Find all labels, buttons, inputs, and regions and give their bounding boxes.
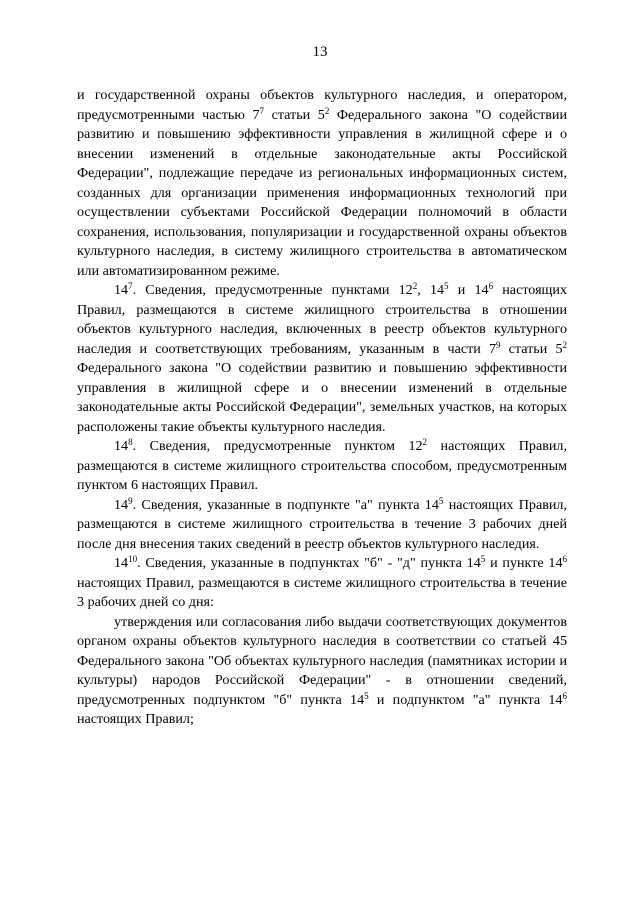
superscript: 5 [364, 690, 369, 701]
superscript: 6 [562, 554, 567, 564]
superscript: 9 [496, 339, 501, 350]
text-run: . Сведения, указанные в подпунктах "б" - "д" пункта 14 [137, 555, 481, 571]
text-run: 14 [114, 438, 129, 454]
text-run: настоящих Правил; [77, 711, 194, 727]
superscript: 8 [128, 437, 133, 447]
text-run: статьи 5 [500, 340, 563, 357]
text-run: 14 [114, 496, 129, 513]
text-run: и 14 [448, 282, 489, 298]
text-run: Федерального закона "О содействии развитию и повышению эффективности управления в жилищной сфере и о внесении изменений в отдельные законодательные акты Российской Федерации", подлежащие передаче из региональных информационных систем, созданных для организации применения информационных технологий при осуществлении субъектами Российской Федерации полномочий в области сохранения, использования, популяризации и государственной охраны объектов культурного наследия, в систему жилищного строительства в автоматическом или автоматизированном режиме. [77, 106, 567, 279]
text-run: . Сведения, указанные в подпункте "а" пункта 14 [132, 496, 439, 513]
text-run: настоящих Правил, размещаются в системе жилищного строительства в отношении объектов культурного наследия, включенных в реестр объектов культурного наследия и соответствующих требованиям, указанным в части 7 [77, 282, 567, 357]
paragraph [77, 437, 567, 496]
superscript: 9 [128, 495, 133, 506]
text-run: . Сведения, предусмотренные пунктами 12 [132, 282, 413, 298]
text-run: настоящих Правил, размещаются в системе жилищного строительства в течение 3 рабочих дней со дня: [77, 574, 567, 610]
text-run: , 14 [417, 282, 445, 298]
superscript: 10 [128, 554, 138, 564]
superscript: 2 [412, 281, 418, 291]
paragraph [77, 613, 567, 730]
superscript: 7 [259, 105, 264, 116]
text-run: настоящих Правил, размещаются в системе жилищного строительства способом, предусмотренным пунктом 6 настоящих Правил. [77, 438, 567, 493]
text-run: Федерального закона "О содействии развитию и повышению эффективности управления в жилищной сфере и о внесении изменений в отдельные законодательные акты Российской Федерации", земельных участков, на которых расположены такие объекты культурного наследия. [77, 360, 567, 435]
page-number: 13 [312, 44, 328, 60]
superscript: 6 [562, 690, 567, 701]
text-run: настоящих Правил, размещаются в системе жилищного строительства в течение 3 рабочих дней после дня внесения таких сведений в реестр объектов культурного наследия. [77, 496, 567, 552]
paragraph [77, 554, 567, 613]
superscript: 2 [422, 437, 428, 447]
superscript: 7 [128, 281, 133, 291]
text-run: и пункте 14 [485, 555, 563, 571]
text-run: утверждения или согласования либо выдачи соответствующих документов органом охраны объектов культурного наследия в соответствии со статьей 45 Федерального закона "Об объектах культурного наследия (памятниках истории и культуры) народов Российской Федерации" - в отношении сведений, предусмотренных подпунктом "б" пункта 14 [77, 613, 567, 708]
text-run: и подпунктом "а" пункта 14 [368, 691, 563, 708]
text-run: статьи 5 [264, 106, 325, 123]
paragraph [77, 496, 567, 555]
superscript: 5 [480, 554, 486, 564]
document-body [77, 86, 567, 730]
superscript: 2 [562, 339, 567, 350]
text-run: 14 [114, 555, 129, 571]
text-run: и государственной охраны объектов культурного наследия, и оператором, предусмотренными частью 7 [77, 87, 567, 123]
paragraph [77, 281, 567, 437]
paragraph [77, 86, 567, 281]
text-run: . Сведения, предусмотренные пунктом 12 [132, 438, 423, 454]
superscript: 5 [444, 281, 449, 291]
text-run: 14 [114, 282, 129, 298]
superscript: 5 [438, 495, 444, 506]
superscript: 6 [488, 281, 494, 291]
superscript: 2 [324, 105, 330, 116]
